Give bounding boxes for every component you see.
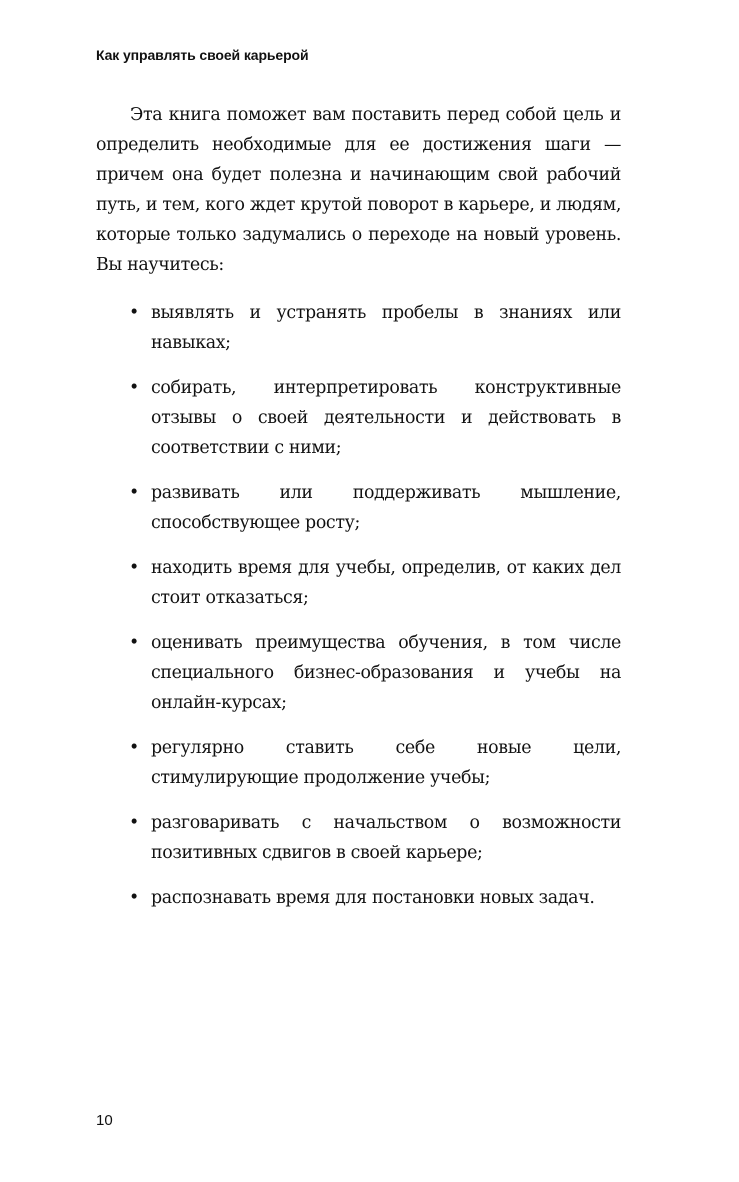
bullet-icon: •: [129, 483, 139, 503]
list-item-text: развивать или поддерживать мышление, способствующее росту;: [151, 483, 621, 533]
list-item: [96, 883, 621, 913]
page-body: [96, 100, 621, 928]
list-item-text: выявлять и устранять пробелы в знаниях или навыках;: [151, 303, 621, 353]
bullet-icon: •: [129, 888, 139, 908]
list-item-text: находить время для учебы, определив, от каких дел стоит отказаться;: [151, 558, 621, 608]
list-item: [96, 733, 621, 793]
bullet-icon: •: [129, 303, 139, 323]
bullet-icon: •: [129, 633, 139, 653]
bullet-icon: •: [129, 813, 139, 833]
running-head: Как управлять своей карьерой: [96, 47, 309, 63]
bullet-icon: •: [129, 738, 139, 758]
list-item-text: оценивать преимущества обучения, в том числе специального бизнес-образования и учебы на онлайн-курсах;: [151, 633, 621, 713]
bullet-icon: •: [129, 558, 139, 578]
list-item-text: регулярно ставить себе новые цели, стимулирующие продолжение учебы;: [151, 738, 621, 788]
bullet-icon: •: [129, 378, 139, 398]
list-item-text: разговаривать с начальством о возможности позитивных сдвигов в своей карьере;: [151, 813, 621, 863]
intro-paragraph: Эта книга поможет вам поставить перед собой цель и определить необходимые для ее достижения шаги — причем она будет полезна и начинающим свой рабочий путь, и тем, кого ждет крутой поворот в карьере, и людям, которые только задумались о переходе на новый уровень. Вы научитесь:: [96, 105, 621, 275]
bullet-list: [96, 298, 621, 913]
list-item: [96, 808, 621, 868]
list-item: [96, 628, 621, 718]
page-number: 10: [96, 1112, 113, 1129]
list-item-text: собирать, интерпретировать конструктивные отзывы о своей деятельности и действовать в соответствии с ними;: [151, 378, 621, 458]
list-item: [96, 298, 621, 358]
list-item: [96, 478, 621, 538]
list-item: [96, 553, 621, 613]
list-item: [96, 373, 621, 463]
list-item-text: распознавать время для постановки новых задач.: [151, 888, 595, 908]
